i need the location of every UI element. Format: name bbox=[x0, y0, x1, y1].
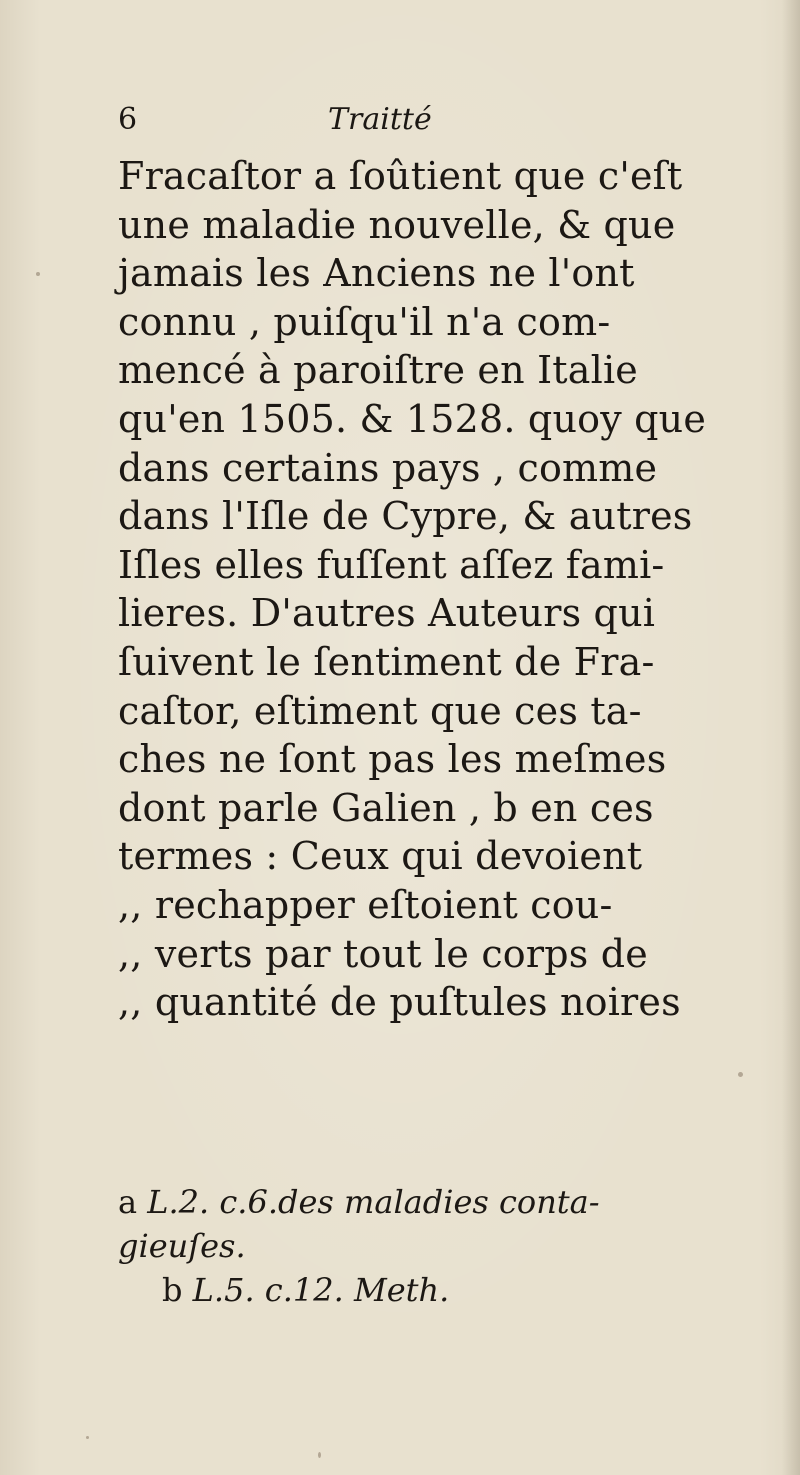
text-line: une maladie nouvelle, & que bbox=[118, 202, 676, 247]
footnote-mark-a: a bbox=[118, 1183, 138, 1221]
text-line: termes : Ceux qui devoient bbox=[118, 834, 643, 879]
page-edge-shadow bbox=[782, 0, 800, 1475]
text-line: caſtor, eſtiment que ces ta- bbox=[118, 688, 642, 733]
footnote-a-continuation-text: gieuſes. bbox=[118, 1227, 246, 1265]
paper-speck bbox=[36, 272, 40, 276]
text-line: dans certains pays , comme bbox=[118, 445, 658, 490]
footnotes bbox=[118, 1180, 718, 1312]
text-line: ſuivent le ſentiment de Fra- bbox=[118, 639, 655, 684]
text-line: ,, quantité de puſtules noires bbox=[118, 980, 681, 1025]
paper-speck bbox=[86, 1436, 89, 1439]
footnote-mark-b: b bbox=[162, 1271, 183, 1309]
paper-speck bbox=[318, 1452, 321, 1458]
footnote-b-reference: L.5. c.12. Meth. bbox=[192, 1271, 450, 1309]
footnote-b bbox=[118, 1268, 718, 1312]
text-line: Fracaſtor a ſoûtient que c'eſt bbox=[118, 154, 683, 198]
text-line: Iſles elles fuſſent aſſez fami- bbox=[118, 542, 665, 587]
running-title: Traitté bbox=[328, 102, 432, 137]
text-line: jamais les Anciens ne l'ont bbox=[118, 251, 635, 296]
text-line: lieres. D'autres Auteurs qui bbox=[118, 591, 656, 636]
paper-speck bbox=[738, 1072, 743, 1077]
text-line: ches ne ſont pas les meſmes bbox=[118, 737, 667, 782]
text-line: mencé à paroiſtre en Italie bbox=[118, 348, 638, 393]
main-text bbox=[118, 98, 718, 1027]
text-line: dans l'Iſle de Cypre, & autres bbox=[118, 494, 693, 539]
text-line: dont parle Galien , b en ces bbox=[118, 785, 654, 830]
footnote-a-reference: L.2. c.6.des maladies conta- bbox=[147, 1183, 600, 1221]
page-header bbox=[118, 98, 718, 142]
text-line: connu , puiſqu'il n'a com- bbox=[118, 299, 611, 344]
footnote-a bbox=[118, 1180, 718, 1224]
page-number: 6 bbox=[118, 102, 138, 137]
text-line: ,, verts par tout le corps de bbox=[118, 931, 648, 976]
footnote-a-continuation bbox=[118, 1224, 718, 1268]
text-line: ,, rechapper eſtoient cou- bbox=[118, 882, 613, 927]
text-line: qu'en 1505. & 1528. quoy que bbox=[118, 396, 707, 441]
